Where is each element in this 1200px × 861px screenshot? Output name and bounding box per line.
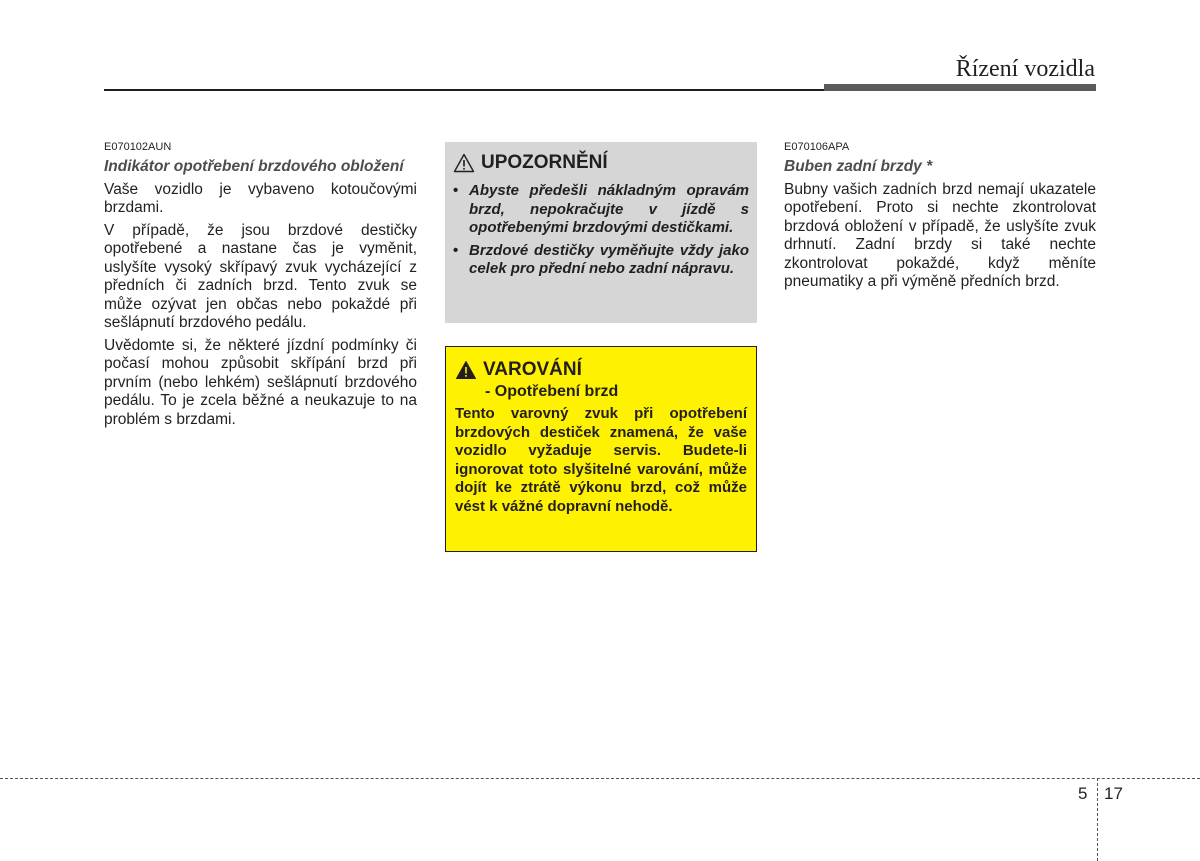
- left-column: [104, 140, 417, 433]
- warning-subtitle: - Opotřebení brzd: [485, 383, 619, 400]
- footer-dashed-line: [0, 778, 1200, 779]
- caution-box: [445, 142, 757, 323]
- section-subheading: Indikátor opotřebení brzdového obložení: [104, 158, 404, 175]
- chapter-number: 5: [1078, 784, 1088, 803]
- chapter-title: Řízení vozidla: [955, 56, 1095, 82]
- header-rule-thick: [824, 84, 1096, 91]
- paragraph: Bubny vašich zadních brzd nemají ukazatele opotřebení. Proto si nechte zkontrolovat brzdová obložení v případě, že uslyšíte zvuk drhnutí. Zadní brzdy si také nechte zkontrolovat pokaždé, když měníte pneumatiky a při výměně předních brzd.: [784, 180, 1096, 290]
- bullet: •: [453, 241, 459, 259]
- warning-box: [445, 346, 757, 552]
- caution-item: [453, 182, 749, 238]
- warning-triangle-filled-icon: [455, 360, 477, 380]
- paragraph: V případě, že jsou brzdové destičky opotřebené a nastane čas je vyměnit, uslyšíte vysoký skřípavý zvuk vycházející z předních či zadních brzd. Tento zvuk se může ozývat jen občas nebo pokaždé při sešlápnutí brzdového pedálu.: [104, 221, 417, 331]
- paragraph: Uvědomte si, že některé jízdní podmínky či počasí mohou způsobit skřípání brzd při prvním (nebo lehkém) sešlápnutí brzdového pedálu. To je zcela běžné a neukazuje to na problém s brzdami.: [104, 336, 417, 428]
- page-number: 17: [1104, 784, 1123, 803]
- caution-title: UPOZORNĚNÍ: [481, 152, 608, 173]
- section-subheading: Buben zadní brzdy *: [784, 158, 933, 175]
- warning-body: Tento varovný zvuk při opotřebení brzdových destiček znamená, že vaše vozidlo vyžaduje servis. Budete-li ignorovat toto slyšitelné varování, může dojít ke ztrátě výkonu brzd, což může vést k vážné dopravní nehodě.: [455, 405, 747, 515]
- caution-item-text: Brzdové destičky vyměňujte vždy jako celek pro přední nebo zadní nápravu.: [469, 241, 749, 277]
- caution-list: [453, 182, 749, 279]
- warning-title: VAROVÁNÍ: [483, 359, 582, 380]
- section-code: E070106APA: [784, 141, 850, 153]
- bullet: •: [453, 182, 459, 199]
- caution-item-text: Abyste předešli nákladným opravám brzd, nepokračujte v jízdě s opotřebenými brzdovými destičkami.: [469, 182, 749, 236]
- header-rule-thin: [104, 89, 824, 91]
- footer-divider: [1097, 778, 1098, 861]
- right-column: [784, 140, 1096, 296]
- warning-triangle-outline-icon: [453, 153, 475, 173]
- caution-item: [453, 242, 749, 279]
- paragraph: Vaše vozidlo je vybaveno kotoučovými brzdami.: [104, 180, 417, 216]
- section-code: E070102AUN: [104, 141, 172, 153]
- caution-header: [453, 152, 749, 174]
- warning-header: [455, 359, 747, 381]
